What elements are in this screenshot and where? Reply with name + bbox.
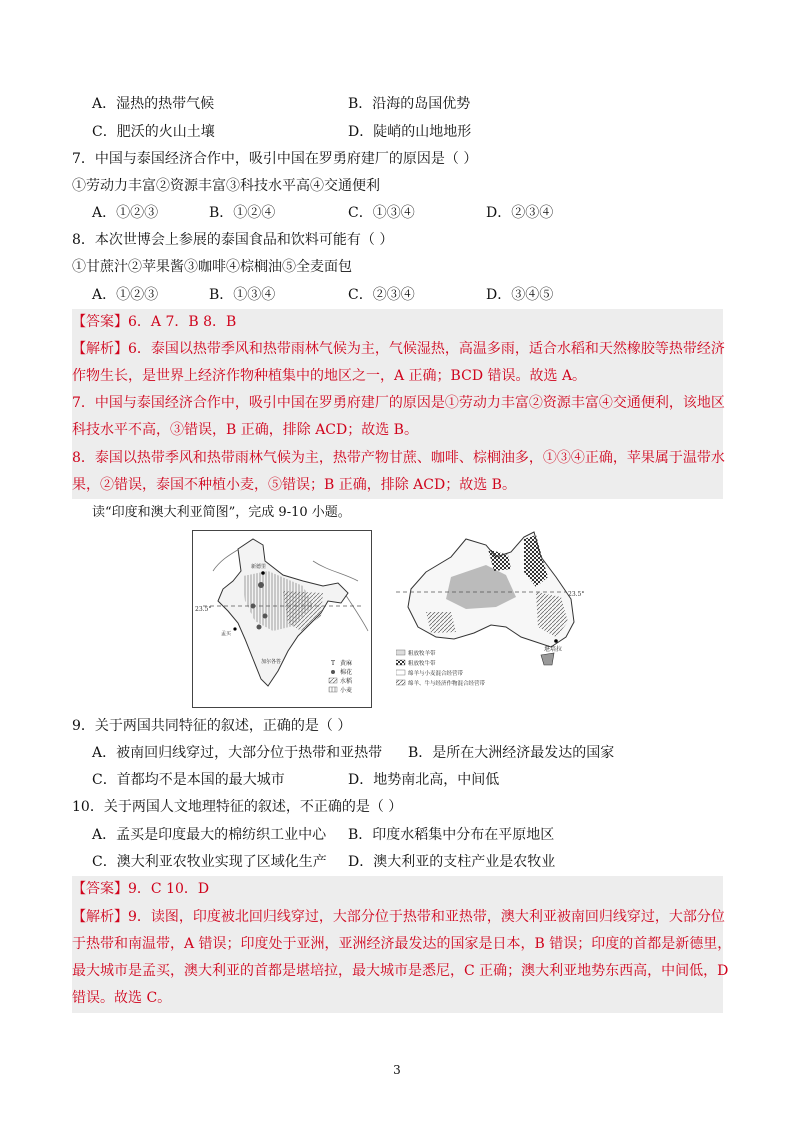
city-dot bbox=[233, 627, 236, 630]
analysis-line: 作物生长，是世界上经济作物种植集中的地区之一，A 正确；BCD 错误。故选 A。 bbox=[72, 368, 587, 384]
crop-marker bbox=[257, 625, 262, 630]
legend-label: 绵羊、牛与经济作物混合经营带 bbox=[408, 681, 486, 687]
q7-option-b: B．①②④ bbox=[209, 205, 276, 221]
city-dot bbox=[554, 639, 558, 643]
option-a: A．湿热的热带气候 bbox=[92, 96, 215, 112]
australia-legend bbox=[396, 649, 486, 687]
legend-label: 绵羊与小麦混合经营带 bbox=[408, 671, 464, 677]
q9-option-c: C．首都均不是本国的最大城市 bbox=[92, 772, 285, 788]
option-b: B．沿海的岛国优势 bbox=[348, 96, 471, 112]
australia-map bbox=[396, 527, 588, 707]
q8-option-a: A．①②③ bbox=[92, 287, 159, 303]
q9-option-d: D．地势南北高，中间低 bbox=[348, 772, 500, 788]
q9-option-b: B．是所在大洲经济最发达的国家 bbox=[408, 745, 615, 761]
legend-label: 粗放牧牛带 bbox=[408, 661, 436, 667]
analysis-line: 7．中国与泰国经济合作中，吸引中国在罗勇府建厂的原因是①劳动力丰富②资源丰富④交通便利，该地区 bbox=[72, 395, 725, 411]
australia-map-graphic bbox=[396, 527, 588, 707]
q10-option-b: B．印度水稻集中分布在平原地区 bbox=[348, 827, 555, 843]
aus-lat-label: 23.5° bbox=[568, 591, 585, 598]
q8-option-d: D．③④⑤ bbox=[486, 287, 554, 303]
city-label-mumbai: 孟买 bbox=[221, 631, 232, 637]
legend-label: 小麦 bbox=[340, 687, 353, 694]
legend-label: 水稻 bbox=[340, 678, 353, 685]
question-10-stem: 10．关于两国人文地理特征的叙述，不正确的是（ ） bbox=[72, 799, 403, 815]
city-label-canberra: 堪培拉 bbox=[544, 646, 563, 653]
question-9-stem: 9．关于两国共同特征的叙述，正确的是（ ） bbox=[72, 718, 352, 734]
option-d: D．陡峭的山地地形 bbox=[348, 124, 472, 140]
svg-text:T: T bbox=[331, 660, 336, 667]
question-7-items: ①劳动力丰富②资源丰富③科技水平高④交通便利 bbox=[72, 178, 380, 194]
analysis-line: 【解析】6．泰国以热带季风和热带雨林气候为主，气候湿热，高温多雨，适合水稻和天然橡胶等热带经济 bbox=[72, 341, 725, 357]
legend-label: 黄麻 bbox=[340, 660, 353, 667]
analysis-line: 8．泰国以热带季风和热带雨林气候为主，热带产物甘蔗、咖啡、棕榈油多，①③④正确，苹果属于温带水 bbox=[72, 450, 725, 466]
city-label-kolkata: 加尔各答 bbox=[261, 659, 282, 665]
q10-option-c: C．澳大利亚农牧业实现了区域化生产 bbox=[92, 854, 327, 870]
crop-marker bbox=[251, 604, 256, 609]
india-map bbox=[192, 530, 372, 708]
analysis-line: 科技水平不高，③错误，B 正确，排除 ACD；故选 B。 bbox=[72, 422, 418, 438]
analysis-line: 错误。故选 C。 bbox=[72, 990, 172, 1006]
q7-option-d: D．②③④ bbox=[486, 205, 554, 221]
analysis-line: 【解析】9．读图，印度被北回归线穿过，大部分位于热带和亚热带，澳大利亚被南回归线穿过，大部分位 bbox=[72, 909, 725, 925]
india-map-graphic bbox=[193, 531, 371, 707]
analysis-line: 于热带和南温带，A 错误；印度处于亚洲，亚洲经济最发达的国家是日本，B 错误；印度的首都是新德里， bbox=[72, 936, 732, 952]
india-legend bbox=[329, 659, 352, 694]
q8-option-c: C．②③④ bbox=[348, 287, 415, 303]
crop-marker bbox=[258, 582, 264, 588]
q7-option-a: A．①②③ bbox=[92, 205, 159, 221]
q10-option-d: D．澳大利亚的支柱产业是农牧业 bbox=[348, 854, 556, 870]
question-8-stem: 8．本次世博会上参展的泰国食品和饮料可能有（ ） bbox=[72, 232, 394, 248]
option-c: C．肥沃的火山土壤 bbox=[92, 124, 215, 140]
page-number: 3 bbox=[393, 1063, 401, 1077]
q9-option-a: A．被南回归线穿过，大部分位于热带和亚热带 bbox=[92, 745, 383, 761]
city-dot bbox=[261, 571, 265, 575]
question-8-items: ①甘蔗汁②苹果酱③咖啡④棕榈油⑤全麦面包 bbox=[72, 259, 352, 275]
legend-label: 粗放牧羊带 bbox=[408, 651, 436, 657]
answer-label-2: 【答案】9．C 10．D bbox=[72, 881, 210, 897]
analysis-line: 最大城市是孟买，澳大利亚的首都是堪培拉，最大城市是悉尼，C 正确；澳大利亚地势东西高，中间低，D bbox=[72, 963, 729, 979]
figure-intro: 读“印度和澳大利亚简图”，完成 9-10 小题。 bbox=[92, 505, 351, 520]
india-lat-label: 23.5° bbox=[195, 606, 212, 613]
city-label-delhi: 新德里 bbox=[251, 564, 267, 570]
q7-option-c: C．①③④ bbox=[348, 205, 415, 221]
legend-label: 棉花 bbox=[340, 669, 353, 676]
answer-label-1: 【答案】6．A 7．B 8．B bbox=[72, 314, 237, 330]
question-7-stem: 7．中国与泰国经济合作中，吸引中国在罗勇府建厂的原因是（ ） bbox=[72, 151, 478, 167]
crop-marker bbox=[263, 614, 268, 619]
q8-option-b: B．①③④ bbox=[209, 287, 276, 303]
analysis-line: 果，②错误，泰国不种植小麦，⑤错误；B 正确，排除 ACD；故选 B。 bbox=[72, 477, 516, 493]
q10-option-a: A．孟买是印度最大的棉纺织工业中心 bbox=[92, 827, 327, 843]
